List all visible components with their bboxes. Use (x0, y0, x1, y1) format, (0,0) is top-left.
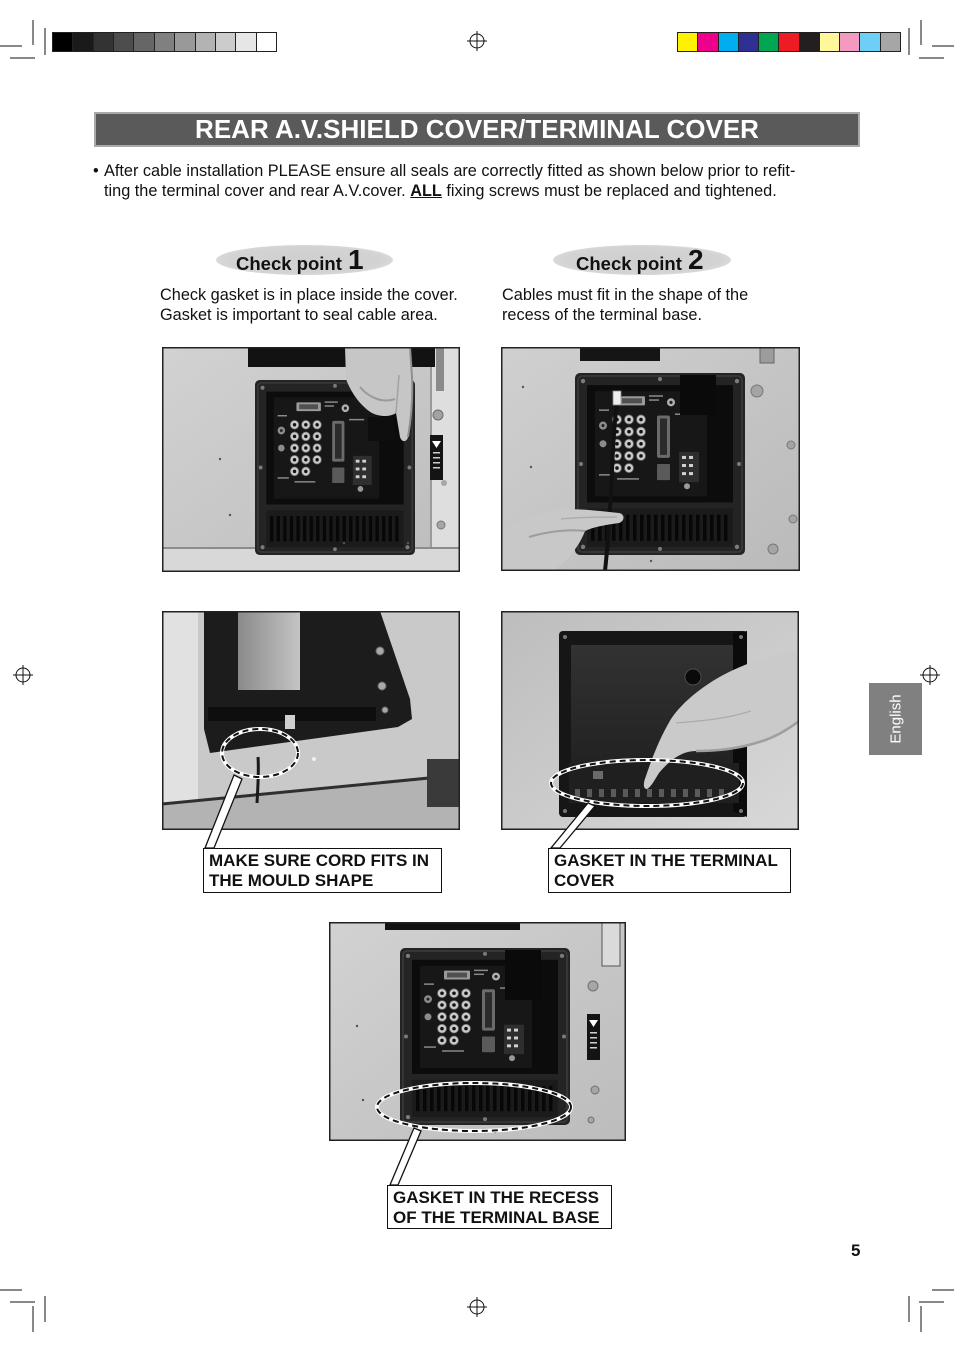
page-title: REAR A.V.SHIELD COVER/TERMINAL COVER (94, 112, 860, 147)
checkpoint-2-badge (553, 245, 731, 275)
color-swatch (678, 33, 698, 51)
intro-line-2-end: fixing screws must be replaced and tightened. (441, 182, 777, 200)
photo-cover-cord (162, 611, 460, 830)
color-swatch (881, 33, 900, 51)
checkpoint-2-desc-line-1: Cables must fit in the shape of the (502, 286, 749, 304)
color-swatch (800, 33, 820, 51)
callout-3-line-1: GASKET IN THE RECESS (393, 1188, 599, 1207)
gray-swatch (155, 33, 175, 51)
photo-terminal-cable (501, 347, 800, 571)
checkpoint-1-number: 1 (348, 244, 364, 275)
color-swatch (779, 33, 799, 51)
intro-paragraph (93, 161, 795, 201)
language-tab-label: English (887, 694, 904, 744)
gray-swatch (175, 33, 195, 51)
checkpoint-1-badge (216, 245, 393, 275)
gray-swatch (216, 33, 236, 51)
intro-line-2 (93, 181, 795, 201)
terminal-panel (575, 373, 745, 555)
callout-2-line-2: COVER (554, 871, 615, 890)
callout-1-line-1: MAKE SURE CORD FITS IN (209, 851, 430, 870)
intro-emphasis: ALL (410, 182, 442, 200)
gray-swatch (73, 33, 93, 51)
checkpoint-2-label: Check point (576, 253, 682, 274)
checkpoint-1-desc-line-1: Check gasket is in place inside the cover. (160, 286, 458, 304)
terminal-panel (400, 948, 570, 1125)
callout-cord-mould (203, 848, 442, 893)
intro-line-2-start: ting the terminal cover and rear A.V.cover. (104, 182, 411, 200)
gray-swatch (257, 33, 276, 51)
color-control-bar (677, 32, 901, 52)
page-number: 5 (851, 1241, 861, 1260)
photo-cover-gasket (501, 611, 799, 830)
photo-terminal-hand (162, 347, 460, 572)
bullet-point: • (93, 162, 99, 180)
gray-swatch (114, 33, 134, 51)
color-swatch (698, 33, 718, 51)
color-swatch (759, 33, 779, 51)
color-swatch (840, 33, 860, 51)
intro-line-1: After cable installation PLEASE ensure all seals are correctly fitted as shown below prior to refit- (104, 162, 796, 180)
callout-gasket-cover (548, 848, 791, 893)
checkpoint-1-description (160, 285, 458, 325)
color-swatch (860, 33, 880, 51)
grayscale-control-bar (52, 32, 277, 52)
terminal-block (680, 375, 716, 415)
callout-3-line-2: OF THE TERMINAL BASE (393, 1208, 600, 1227)
cord (257, 757, 258, 803)
color-swatch (739, 33, 759, 51)
checkpoint-1-label: Check point (236, 253, 342, 274)
checkpoint-2-number: 2 (688, 244, 704, 275)
color-swatch (719, 33, 739, 51)
terminal-block (505, 950, 541, 1000)
language-tab (869, 683, 922, 755)
gray-swatch (134, 33, 154, 51)
gray-swatch (94, 33, 114, 51)
checkpoint-2-description (502, 285, 748, 325)
callout-gasket-base (387, 1185, 612, 1229)
cable-plug (368, 417, 394, 441)
callout-2-line-1: GASKET IN THE TERMINAL (554, 851, 778, 870)
checkpoint-1-desc-line-2: Gasket is important to seal cable area. (160, 306, 438, 324)
photo-terminal-base (329, 922, 626, 1141)
callout-1-line-2: THE MOULD SHAPE (209, 871, 374, 890)
gray-swatch (196, 33, 216, 51)
color-swatch (820, 33, 840, 51)
checkpoint-2-desc-line-2: recess of the terminal base. (502, 306, 702, 324)
gray-swatch (53, 33, 73, 51)
gray-swatch (236, 33, 256, 51)
